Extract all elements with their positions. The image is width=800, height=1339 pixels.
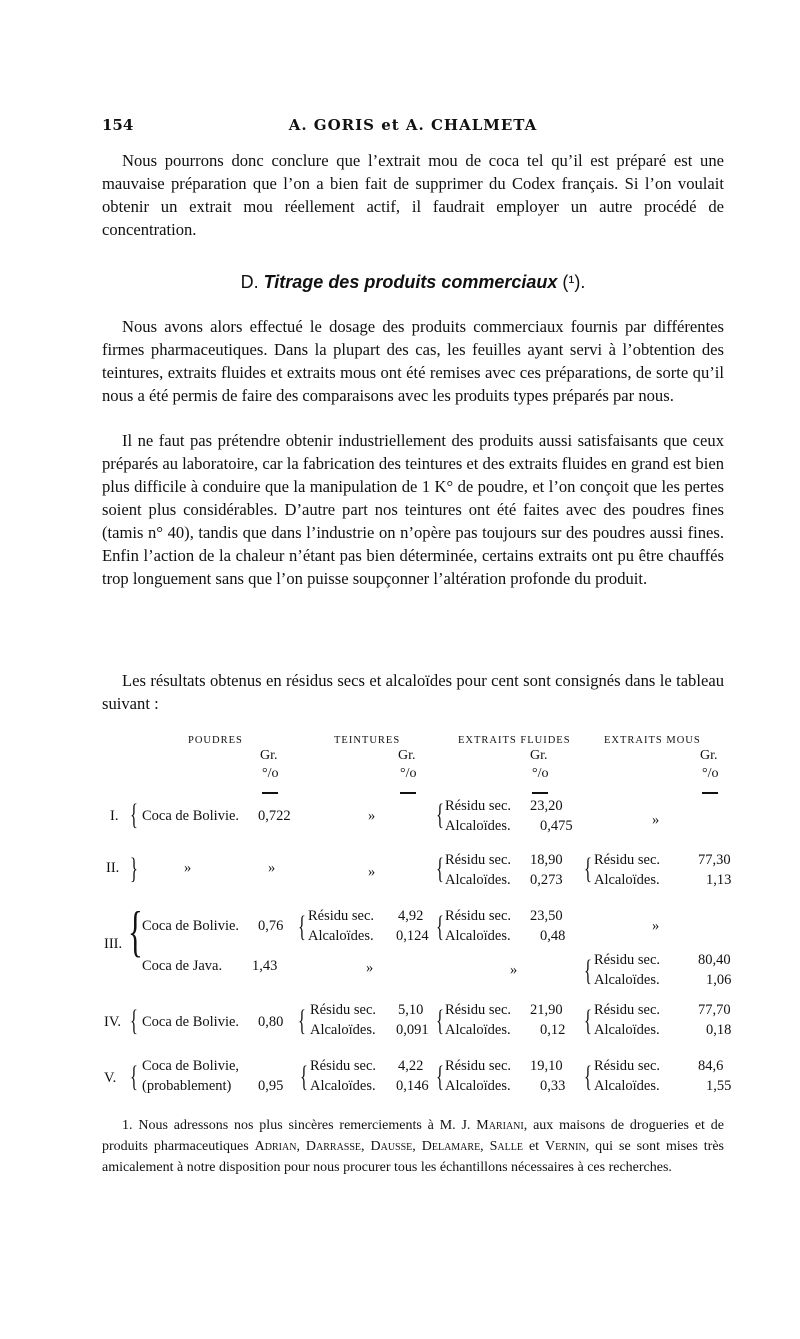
footnote-vernin: Vernin — [545, 1139, 586, 1154]
teinture-alc-value: 0,146 — [396, 1078, 429, 1094]
brace: { — [436, 852, 444, 885]
teinture-alc-label: Alcaloïdes. — [308, 928, 374, 944]
brace: { — [584, 852, 592, 885]
section-title: Titrage des produits commerciaux — [263, 272, 558, 292]
results-table — [102, 732, 742, 1092]
ditto-mark: » — [652, 812, 660, 828]
row-label: Coca de Bolivie. — [142, 1014, 240, 1030]
page-number: 154 — [102, 116, 134, 134]
paragraph-1: Nous pourrons donc conclure que l’extrait mou de coca tel qu’il est préparé est une mauvaise préparation que l’on a bien fait de supprimer du Codex français. Si l’on voulait obtenir un extrait mou réellement actif, il faudrait employer un autre procédé de concentration. — [102, 151, 724, 239]
col-header-poudres: POUDRES — [188, 735, 243, 746]
fluide-res-label: Résidu sec. — [445, 798, 512, 814]
mou-alc-label: Alcaloïdes. — [594, 972, 660, 988]
brace: { — [128, 901, 143, 963]
unit-rule — [262, 792, 278, 794]
poudre-value: 1,43 — [252, 958, 278, 974]
brace: { — [130, 798, 138, 831]
footnote-firms: Adrian, Darrasse, Dausse, Delamare, Salle — [254, 1139, 523, 1154]
footnote-mariani: Mariani — [476, 1118, 524, 1133]
footnote — [102, 1115, 724, 1178]
brace: { — [584, 954, 592, 987]
brace: { — [584, 1004, 592, 1037]
fluide-alc-value: 0,12 — [540, 1022, 566, 1038]
mou-res-value: 77,70 — [698, 1002, 731, 1018]
mou-alc-value: 0,18 — [706, 1022, 732, 1038]
fluide-alc-label: Alcaloïdes. — [445, 818, 511, 834]
ditto-mark: » — [184, 860, 192, 876]
mou-res-value: 84,6 — [698, 1058, 724, 1074]
unit-rule — [532, 792, 548, 794]
section-heading — [102, 272, 724, 293]
fluide-res-value: 19,10 — [530, 1058, 563, 1074]
poudre-value: 0,95 — [258, 1078, 284, 1094]
row-label: Coca de Bolivie, — [142, 1058, 240, 1074]
running-title: A. GORIS et A. CHALMETA — [288, 116, 538, 134]
unit-rule — [400, 792, 416, 794]
brace: } — [130, 852, 138, 885]
brace: { — [436, 798, 444, 831]
ditto-mark: » — [368, 808, 376, 824]
footnote-number: 1. — [122, 1118, 133, 1133]
mou-res-label: Résidu sec. — [594, 1002, 661, 1018]
mou-alc-label: Alcaloïdes. — [594, 1022, 660, 1038]
brace: { — [436, 1060, 444, 1093]
fluide-res-label: Résidu sec. — [445, 1002, 512, 1018]
footnote-text-c: , qui se sont mises très amicalement à notre disposition pour nous procurer tous les échantillons nécessaires à ces recherches. — [102, 1139, 725, 1175]
row-label: Coca de Bolivie. — [142, 808, 240, 824]
fluide-res-label: Résidu sec. — [445, 1058, 512, 1074]
mou-alc-label: Alcaloïdes. — [594, 1078, 660, 1094]
teinture-res-label: Résidu sec. — [308, 908, 375, 924]
footnote-text-b: , aux maisons de drogueries et de produits pharmaceutiques — [102, 1118, 724, 1154]
ditto-mark: » — [510, 962, 518, 978]
unit-pct: °/o — [532, 766, 549, 781]
ditto-mark: » — [652, 918, 660, 934]
running-header — [102, 116, 724, 138]
fluide-alc-value: 0,475 — [540, 818, 573, 834]
mou-alc-value: 1,06 — [706, 972, 732, 988]
unit-gr: Gr. — [700, 748, 718, 763]
brace: { — [436, 910, 444, 943]
unit-gr: Gr. — [260, 748, 278, 763]
teinture-res-label: Résidu sec. — [310, 1058, 377, 1074]
paragraph-4: Les résultats obtenus en résidus secs et alcaloïdes pour cent sont consignés dans le tableau suivant : — [102, 671, 724, 713]
col-header-extraits-fluides: EXTRAITS FLUIDES — [458, 735, 571, 746]
teinture-alc-label: Alcaloïdes. — [310, 1078, 376, 1094]
teinture-alc-label: Alcaloïdes. — [310, 1022, 376, 1038]
section-footnote-ref: (¹). — [562, 272, 586, 292]
paragraph-2: Nous avons alors effectué le dosage des produits commerciaux fournis par différentes firmes pharmaceutiques. Dans la plupart des cas, les feuilles ayant servi à l’obtention des teintures, extraits fluides et extraits mous ont été remises avec ces préparations, de sorte qu’il nous a été permis de faire des comparaisons avec les produits types préparés par nous. — [102, 317, 724, 405]
brace: { — [298, 1004, 306, 1037]
col-header-extraits-mous: EXTRAITS MOUS — [604, 735, 701, 746]
brace: { — [300, 1060, 308, 1093]
mou-res-label: Résidu sec. — [594, 952, 661, 968]
mou-alc-value: 1,13 — [706, 872, 732, 888]
poudre-value: 0,80 — [258, 1014, 284, 1030]
row-label: Coca de Bolivie. — [142, 918, 240, 934]
mou-res-label: Résidu sec. — [594, 1058, 661, 1074]
poudre-value: 0,76 — [258, 918, 284, 934]
fluide-alc-label: Alcaloïdes. — [445, 1022, 511, 1038]
unit-gr: Gr. — [530, 748, 548, 763]
teinture-res-value: 5,10 — [398, 1002, 424, 1018]
row-label: Coca de Java. — [142, 958, 223, 974]
fluide-alc-value: 0,48 — [540, 928, 566, 944]
teinture-res-value: 4,92 — [398, 908, 424, 924]
brace: { — [298, 910, 306, 943]
mou-alc-label: Alcaloïdes. — [594, 872, 660, 888]
fluide-res-value: 23,20 — [530, 798, 563, 814]
teinture-alc-value: 0,124 — [396, 928, 429, 944]
fluide-res-value: 18,90 — [530, 852, 563, 868]
fluide-alc-label: Alcaloïdes. — [445, 1078, 511, 1094]
brace: { — [584, 1060, 592, 1093]
mou-res-value: 80,40 — [698, 952, 731, 968]
section-letter: D. — [240, 272, 259, 292]
poudre-value: 0,722 — [258, 808, 291, 824]
col-header-teintures: TEINTURES — [334, 735, 401, 746]
row-label-note: (probablement) — [142, 1078, 232, 1094]
unit-pct: °/o — [262, 766, 279, 781]
unit-gr: Gr. — [398, 748, 416, 763]
ditto-mark: » — [366, 960, 374, 976]
row-number: III. — [104, 936, 123, 952]
fluide-alc-label: Alcaloïdes. — [445, 928, 511, 944]
brace: { — [130, 1060, 138, 1093]
brace: { — [436, 1004, 444, 1037]
fluide-res-label: Résidu sec. — [445, 908, 512, 924]
unit-pct: °/o — [702, 766, 719, 781]
fluide-res-value: 21,90 — [530, 1002, 563, 1018]
teinture-res-label: Résidu sec. — [310, 1002, 377, 1018]
row-number: V. — [104, 1070, 117, 1086]
row-number: I. — [110, 808, 119, 824]
ditto-mark: » — [368, 864, 376, 880]
row-number: IV. — [104, 1014, 122, 1030]
mou-res-value: 77,30 — [698, 852, 731, 868]
fluide-alc-value: 0,33 — [540, 1078, 566, 1094]
teinture-res-value: 4,22 — [398, 1058, 424, 1074]
fluide-alc-value: 0,273 — [530, 872, 563, 888]
ditto-mark: » — [268, 860, 276, 876]
fluide-res-label: Résidu sec. — [445, 852, 512, 868]
mou-alc-value: 1,55 — [706, 1078, 732, 1094]
fluide-alc-label: Alcaloïdes. — [445, 872, 511, 888]
teinture-alc-value: 0,091 — [396, 1022, 429, 1038]
brace: { — [130, 1004, 138, 1037]
fluide-res-value: 23,50 — [530, 908, 563, 924]
mou-res-label: Résidu sec. — [594, 852, 661, 868]
row-number: II. — [106, 860, 120, 876]
paragraph-3: Il ne faut pas prétendre obtenir industriellement des produits aussi satisfaisants que ceux préparés au laboratoire, car la fabrication des teintures et des extraits fluides en grand est bien plus difficile à conduire que la manipulation de 1 K° de poudre, et l’on conçoit que les pertes soient plus considérables. D’autre part nos teintures ont été faites avec des poudres fines (tamis n° 40), tandis que dans l’industrie on n’opère pas toujours sur des poudres aussi fines. Enfin l’action de la chaleur n’étant pas bien déterminée, certains extraits ont pu être chauffés trop longuement sans que l’on puisse soupçonner l’altération profonde du produit. — [102, 431, 725, 588]
unit-pct: °/o — [400, 766, 417, 781]
footnote-text-a: Nous adressons nos plus sincères remerciements à M. J. — [138, 1118, 471, 1133]
unit-rule — [702, 792, 718, 794]
footnote-et: et — [528, 1139, 540, 1154]
